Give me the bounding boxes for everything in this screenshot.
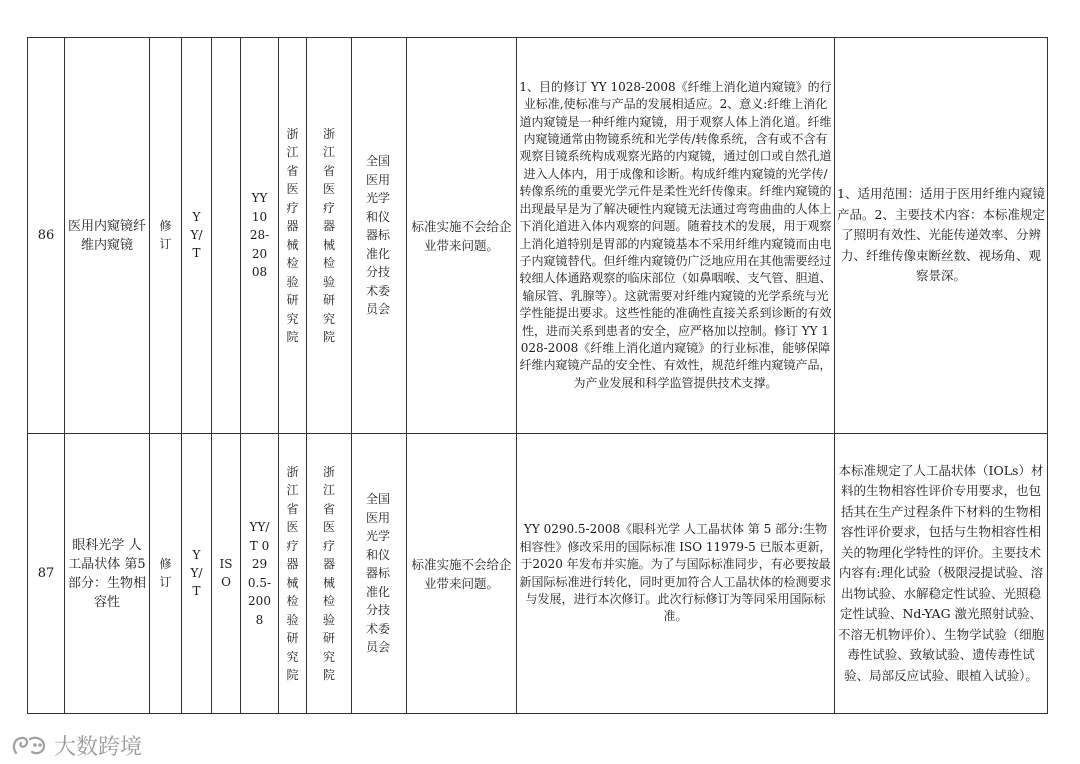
purpose-text: 1、目的修订 YY 1028-2008《纤维上消化道内窥镜》的行业标准,使标准与产品的发展相适应。2、意义:纤维上消化道内窥镜是一种纤维内窥镜，用于观察人体上消化道。纤维内窥镜通常由物镜系统和光学传/转像系统，含有或不含有观察目镜系统构成观察光路的内窥镜，通过创口或自然孔道进入人体内，用于成像和诊断。构成纤维内窥镜的光学传/转像系统的重要光学元件是柔性光纤传像束。纤维内窥镜的出现最早是为了解决硬性内窥镜无法通过弯弯曲曲的人体上下消化道进入体内观察的问题。随着技术的发展，用于观察上消化道特别是胃部的内窥镜基本不采用纤维内窥镜而由电子内窥镜替代。但纤维内窥镜仍广泛地应用在其他需要经过较细人体通路观察的临床部位（如鼻咽喉、支气管、胆道、输尿管、乳腺等）。这就需要对纤维内窥镜的光学系统与光学性能提出要求。这些性能的准确性直接关系到诊断的有效 性，进而关系到患者的安全，应严格加以控制。修订 YY 1028-2008《纤维上消化道内窥镜》的行业标准，能够保障纤维内窥镜产品的安全性、有效性，规范纤维内窥镜产品， — [519, 79, 832, 373]
adopted-standard — [212, 38, 241, 434]
secretariat-unit: 浙江省医疗器械检验研究院 — [322, 126, 335, 344]
revision-type: 修订 — [159, 557, 172, 590]
revision-type: 修订 — [159, 219, 172, 252]
scope-text: 1、适用范围：适用于医用纤维内窥镜产品。2、主要技术内容：本标准规定了照明有效性、光能传递效率、分辨力、纤维传像束断丝数、视场角、观察景深。 — [835, 38, 1048, 434]
table-row — [28, 38, 1048, 434]
watermark-text: 大数跨境 — [54, 735, 143, 760]
secretariat-unit: 浙江省医疗器械检验研究院 — [322, 464, 335, 682]
replaced-standard: YY/T 0290.5-2008 — [247, 520, 272, 627]
standard-name: 眼科光学 人工晶状体 第5 部分：生物相容性 — [65, 434, 150, 714]
purpose-tail: 为产业发展和科学监管提供技术支撑。 — [573, 375, 778, 390]
standard-name: 医用内窥镜纤维内窥镜 — [65, 38, 150, 434]
standard-nature: YY/T — [190, 210, 203, 261]
replaced-standard: YY 1028-2008 — [249, 191, 270, 280]
watermark — [10, 730, 142, 761]
table-row — [28, 434, 1048, 714]
logo-swirl-icon — [10, 733, 50, 759]
row-number: 87 — [28, 434, 65, 714]
technical-committee: 全国医用光学和仪器标准化分技术委员会 — [366, 492, 391, 655]
row-number: 86 — [28, 38, 65, 434]
purpose-text: YY 0290.5-2008《眼科光学 人工晶状体 第 5 部分:生物相容性》修改采用的国际标准 ISO 11979-5 已版本更新，于2020 年发布并实施。为了与国际标准同步，有必要按最新国际标准进行转化，同时更加符合人工晶状体的检测要求与发展，进行本次修订。此次行标修订为等同采用国际标准。 — [519, 522, 832, 624]
drafting-unit: 浙江省医疗器械检验研究院 — [286, 126, 299, 344]
standard-nature: YY/T — [190, 548, 203, 599]
drafting-unit: 浙江省医疗器械检验研究院 — [286, 464, 299, 682]
scope-text: 本标准规定了人工晶状体（IOLs）材料的生物相容性评价专用要求，也包括其在生产过程条件下材料的生物相容性评价要求，包括与生物相容性相关的物理化学特性的评价。主要技术内容有:理化试验（极限浸提试验、溶出物试验、水解稳定性试验、光照稳定性试验、Nd-YAG 激光照射试验、不溶无机物评价）、生物学试验（细胞毒性试验、致敏试验、遗传毒性试验、局部反应试验、眼植入试验）。 — [835, 434, 1048, 714]
impact-note: 标准实施不会给企业带来问题。 — [407, 38, 517, 434]
technical-committee: 全国医用光学和仪器标准化分技术委员会 — [366, 154, 391, 317]
standards-table — [27, 37, 1048, 714]
impact-note: 标准实施不会给企业带来问题。 — [407, 434, 517, 714]
adopted-standard: ISO — [219, 557, 233, 590]
